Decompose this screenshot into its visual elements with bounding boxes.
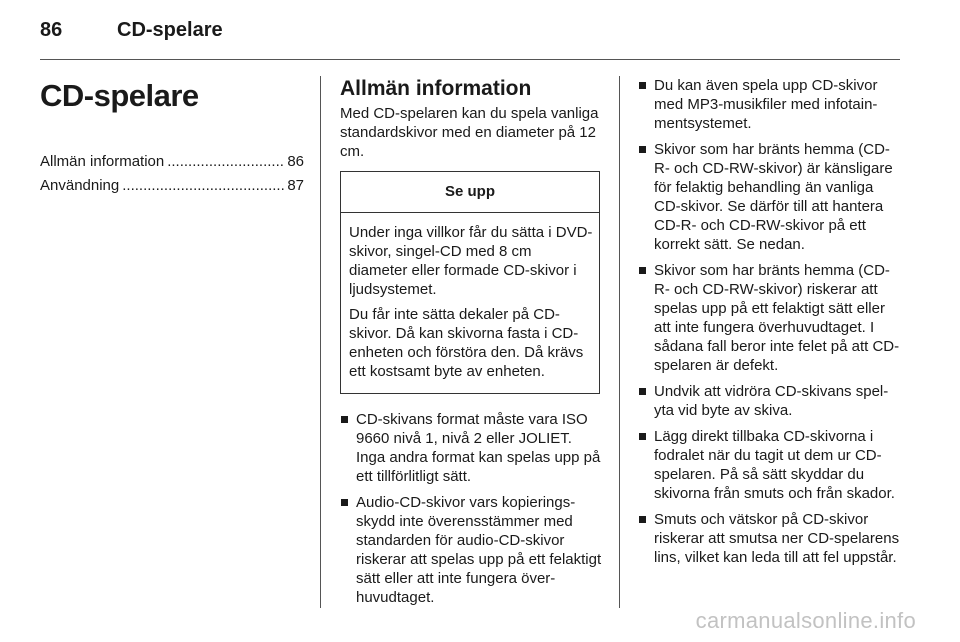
warning-heading: Se upp [341, 172, 599, 213]
section-title: Allmän information [340, 77, 532, 100]
warning-box [340, 171, 600, 394]
chapter-title: CD-spelare [40, 78, 199, 113]
right-column [638, 76, 902, 574]
bullet-list-right [638, 76, 902, 567]
bullet-item: CD-skivans format måste vara ISO 9660 nivå 1, nivå 2 eller JOLIET. Inga andra format kan spelas upp på ett tillförlitligt sätt. [340, 410, 602, 486]
watermark: carmanualsonline.info [695, 608, 916, 633]
bullet-item: Du kan även spela upp CD-skivor med MP3-musikfiler med infotainmentsystemet. [638, 76, 902, 133]
bullet-list-left [340, 410, 602, 607]
bullet-item: Undvik att vidröra CD-skivans spelyta vid byte av skiva. [638, 382, 902, 420]
toc-entry-page: 87 [287, 177, 304, 194]
warning-paragraph: Under inga villkor får du sätta i DVD-skivor, singel-CD med 8 cm diameter eller formade CD-skivor i ljudsystemet. [349, 224, 593, 298]
header-rule [40, 59, 900, 60]
bullet-item: Skivor som har bränts hemma (CD-R- och CD-RW-skivor) är känsligare för felaktig behandling än vanliga CD-skivor. Se därför till att hantera CD-R- och CD-RW-skivor på ett korrekt sätt. Se nedan. [638, 140, 902, 254]
page-number: 86 [40, 19, 63, 41]
bullet-item: Lägg direkt tillbaka CD-skivorna i fodralet när du tagit ut dem ur CD-spelaren. På så sätt skyddar du skivorna från smuts och från skador. [638, 427, 902, 503]
column-divider-left [320, 76, 321, 608]
toc-leader-dots [167, 150, 284, 174]
middle-column [340, 76, 602, 614]
warning-paragraph: Du får inte sätta dekaler på CD-skivor. Då kan skivorna fasta i CD-enheten och förstöra den. Då krävs ett kostsamt byte av enheten. [349, 306, 584, 380]
bullet-item: Skivor som har bränts hemma (CD-R- och CD-RW-skivor) riskerar att spelas upp på ett felaktigt sätt eller att inte fungera överhuvudtaget. I sådana fall beror inte felet på att CD-spelaren är defekt. [638, 261, 902, 375]
toc-entry-page: 86 [287, 153, 304, 170]
bullet-item: Smuts och vätskor på CD-skivor riskerar att smutsa ner CD-spelarens lins, vilket kan leda till att fel uppstår. [638, 510, 902, 567]
running-title: CD-spelare [117, 19, 223, 41]
toc-column [40, 76, 304, 198]
intro-paragraph: Med CD-spelaren kan du spela vanliga standardskivor med en diameter på 12 cm. [340, 105, 599, 160]
toc-entry[interactable] [40, 150, 304, 174]
bullet-item: Audio-CD-skivor vars kopieringsskydd inte överensstämmer med standarden för audio-CD-skivor riskerar att spelas upp på ett felaktigt sätt eller att inte fungera överhuvudtaget. [340, 493, 602, 607]
toc-entry[interactable] [40, 174, 304, 198]
toc-entry-label: Allmän information [40, 153, 165, 170]
toc-leader-dots [122, 174, 284, 198]
warning-body [341, 213, 599, 393]
column-divider-right [619, 76, 620, 608]
toc-entry-label: Användning [40, 177, 120, 194]
